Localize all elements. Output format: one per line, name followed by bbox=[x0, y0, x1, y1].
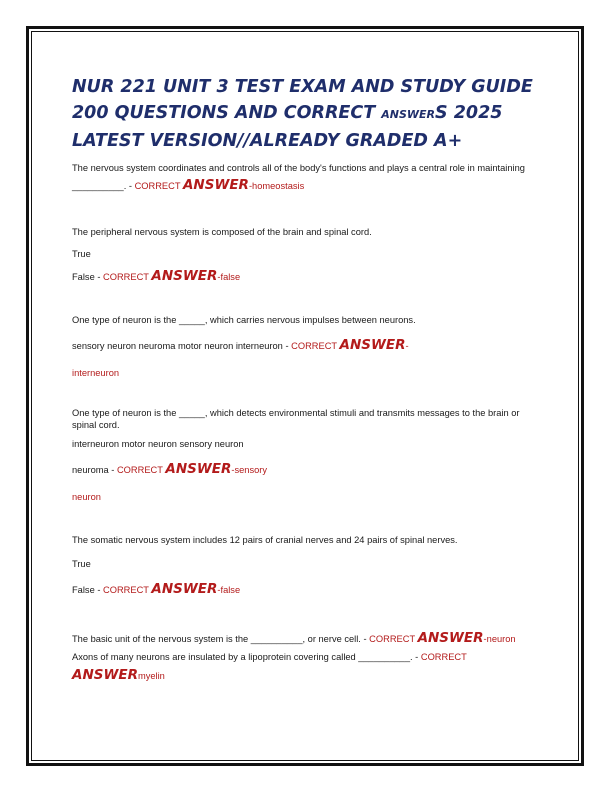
question-7 bbox=[72, 648, 542, 685]
answer-label: ANSWER bbox=[151, 268, 218, 284]
answer-label: ANSWER bbox=[165, 461, 232, 477]
question-5-option-false-text: False - bbox=[72, 585, 103, 595]
question-5-option-true: True bbox=[72, 559, 91, 569]
correct-label: CORRECT bbox=[103, 585, 149, 595]
answer-label: ANSWER bbox=[182, 177, 249, 193]
question-7-text: Axons of many neurons are insulated by a lipoprotein covering called __________. - bbox=[72, 652, 421, 662]
question-3-options bbox=[72, 338, 542, 354]
question-4: One type of neuron is the _____, which detects environmental stimuli and transmits messages to the brain or spinal cord. bbox=[72, 408, 520, 430]
question-3-answer: interneuron bbox=[72, 368, 120, 378]
correct-label: CORRECT bbox=[369, 634, 415, 644]
question-6-text: The basic unit of the nervous system is the __________, or nerve cell. - bbox=[72, 634, 370, 644]
title-smallcaps: ANSWER bbox=[381, 108, 436, 121]
answer-label: ANSWER bbox=[151, 581, 218, 597]
question-4-options-2 bbox=[72, 462, 542, 478]
question-2-option-false-text: False - bbox=[72, 272, 103, 282]
question-2-option-false bbox=[72, 269, 542, 285]
question-1-text: The nervous system coordinates and controls all of the body's functions and plays a central role in maintaining __________. - bbox=[72, 163, 525, 191]
question-2-option-true: True bbox=[72, 249, 91, 259]
question-4-answer: -sensory bbox=[231, 465, 268, 475]
question-4-options: interneuron motor neuron sensory neuron bbox=[72, 439, 244, 449]
title-part-1: NUR 221 UNIT 3 TEST EXAM AND STUDY GUIDE 200 QUESTIONS AND CORRECT bbox=[72, 77, 533, 123]
answer-label: ANSWER bbox=[417, 630, 484, 646]
title-part-2: S 2025 LATEST VERSION//ALREADY GRADED A+ bbox=[72, 103, 503, 151]
question-6-answer: -neuron bbox=[483, 634, 516, 644]
question-3-options-text: sensory neuron neuroma motor neuron interneuron - bbox=[72, 341, 292, 351]
question-1 bbox=[72, 160, 542, 195]
question-3-answer-dash: - bbox=[405, 341, 409, 351]
question-4-answer-cont: neuron bbox=[72, 492, 101, 502]
question-5-option-false bbox=[72, 582, 542, 598]
correct-label: CORRECT bbox=[116, 465, 163, 475]
question-4-options-2-text: neuroma - bbox=[72, 465, 117, 475]
question-7-answer: myelin bbox=[137, 671, 165, 681]
document-body bbox=[72, 74, 542, 685]
question-3: One type of neuron is the _____, which carries nervous impulses between neurons. bbox=[72, 315, 416, 325]
answer-label: ANSWER bbox=[339, 337, 406, 353]
question-2: The peripheral nervous system is composed of the brain and spinal cord. bbox=[72, 227, 372, 237]
question-5-answer: -false bbox=[217, 585, 241, 595]
document-title bbox=[72, 74, 542, 154]
question-5: The somatic nervous system includes 12 pairs of cranial nerves and 24 pairs of spinal nerves. bbox=[72, 535, 458, 545]
question-1-answer: -homeostasis bbox=[248, 181, 305, 191]
question-6 bbox=[72, 630, 542, 648]
correct-label: CORRECT bbox=[420, 652, 467, 662]
correct-label: CORRECT bbox=[134, 181, 181, 191]
question-2-answer: -false bbox=[217, 272, 241, 282]
correct-label: CORRECT bbox=[291, 341, 337, 351]
correct-label: CORRECT bbox=[103, 272, 149, 282]
answer-label: ANSWER bbox=[72, 667, 138, 683]
